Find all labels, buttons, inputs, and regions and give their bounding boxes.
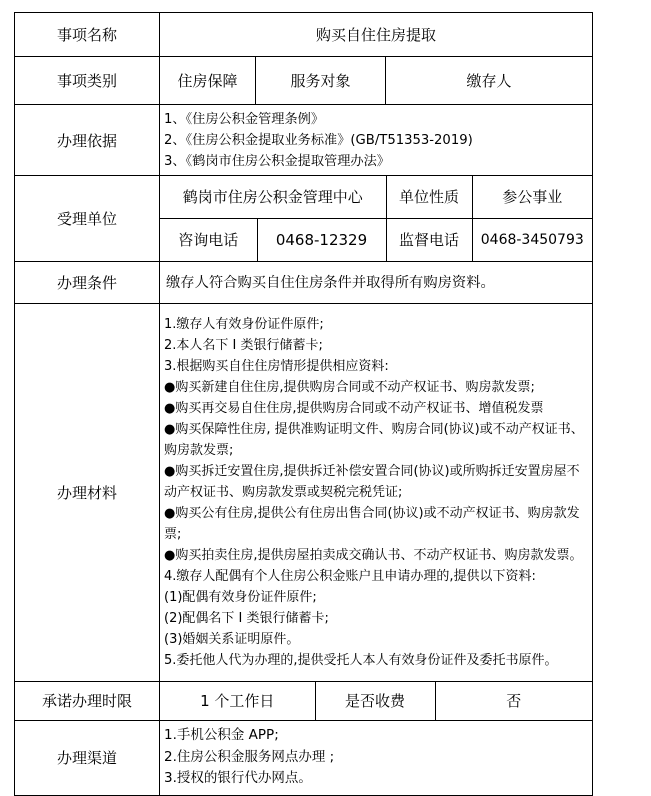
- name-value: 购买自住住房提取: [160, 13, 593, 57]
- time-value: 1 个工作日: [160, 682, 315, 720]
- row-basis: [15, 105, 593, 176]
- material-item: 3.根据购买自住住房情形提供相应资料:: [164, 358, 389, 374]
- row-time: [15, 681, 593, 720]
- unit-label: 受理单位: [15, 176, 160, 262]
- row-category: [15, 57, 593, 105]
- material-item: ●购买新建自住住房,提供购房合同或不动产权证书、购房款发票;: [164, 379, 535, 395]
- time-label: 承诺办理时限: [15, 681, 160, 720]
- nature-label: 单位性质: [386, 176, 472, 218]
- basis-label: 办理依据: [15, 105, 160, 176]
- material-item: 5.委托他人代为办理的,提供受托人本人有效身份证件及委托书原件。: [164, 652, 558, 668]
- basis-list: [160, 105, 593, 176]
- material-item: ●购买保障性住房, 提供准购证明文件、购房合同(协议)或不动产权证书、购房款发票;: [164, 421, 584, 458]
- unit-subtable: [160, 176, 592, 261]
- row-name: [15, 13, 593, 57]
- material-item: 1.缴存人有效身份证件原件;: [164, 316, 324, 332]
- basis-item: 2、《住房公积金提取业务标准》(GB/T51353-2019): [164, 132, 473, 148]
- conditions-label: 办理条件: [15, 261, 160, 303]
- channel-item: 1.手机公积金 APP;: [164, 727, 279, 744]
- row-materials: [15, 303, 593, 681]
- name-label: 事项名称: [15, 13, 160, 57]
- fee-label: 是否收费: [315, 682, 435, 720]
- channel-item: 3.授权的银行代办网点。: [164, 770, 312, 787]
- channels-label: 办理渠道: [15, 720, 160, 795]
- category-label: 事项类别: [15, 57, 160, 105]
- unit-detail: [160, 176, 593, 262]
- material-item: ●购买拆迁安置住房,提供拆迁补偿安置合同(协议)或所购拆迁安置房屋不动产权证书、购房款发票或契税完税凭证;: [164, 463, 580, 500]
- channels-list: [160, 720, 593, 795]
- target-value: 缴存人: [386, 57, 593, 105]
- material-item: (1)配偶有效身份证件原件;: [164, 589, 317, 605]
- material-item: ●购买拍卖住房,提供房屋拍卖成交确认书、不动产权证书、购房款发票。: [164, 547, 583, 563]
- basis-item: 3、《鹤岗市住房公积金提取管理办法》: [164, 153, 390, 169]
- fee-value: 否: [435, 682, 592, 720]
- material-item: 4.缴存人配偶有个人住房公积金账户且申请办理的,提供以下资料:: [164, 568, 536, 584]
- materials-label: 办理材料: [15, 303, 160, 681]
- service-info-table: [14, 12, 593, 796]
- basis-item: 1、《住房公积金管理条例》: [164, 111, 325, 127]
- consult-phone: 0468-12329: [257, 219, 386, 261]
- target-label: 服务对象: [256, 57, 386, 105]
- material-item: (2)配偶名下 I 类银行储蓄卡;: [164, 610, 329, 626]
- materials-list: [160, 303, 593, 681]
- nature-value: 参公事业: [472, 176, 592, 218]
- material-item: ●购买公有住房,提供公有住房出售合同(协议)或不动产权证书、购房款发票;: [164, 505, 580, 542]
- row-unit: [15, 176, 593, 262]
- supervise-label: 监督电话: [386, 218, 472, 261]
- category-value: 住房保障: [160, 57, 256, 105]
- channel-item: 2.住房公积金服务网点办理 ;: [164, 748, 335, 765]
- conditions-value: 缴存人符合购买自住住房条件并取得所有购房资料。: [160, 261, 593, 303]
- row-channels: [15, 720, 593, 795]
- material-item: 2.本人名下 I 类银行储蓄卡;: [164, 337, 323, 353]
- unit-name: 鹤岗市住房公积金管理中心: [160, 176, 386, 218]
- material-item: ●购买再交易自住住房,提供购房合同或不动产权证书、增值税发票: [164, 400, 544, 416]
- material-item: (3)婚姻关系证明原件。: [164, 631, 300, 647]
- supervise-phone: 0468-3450793: [472, 218, 592, 261]
- row-conditions: [15, 261, 593, 303]
- consult-label: 咨询电话: [160, 219, 257, 261]
